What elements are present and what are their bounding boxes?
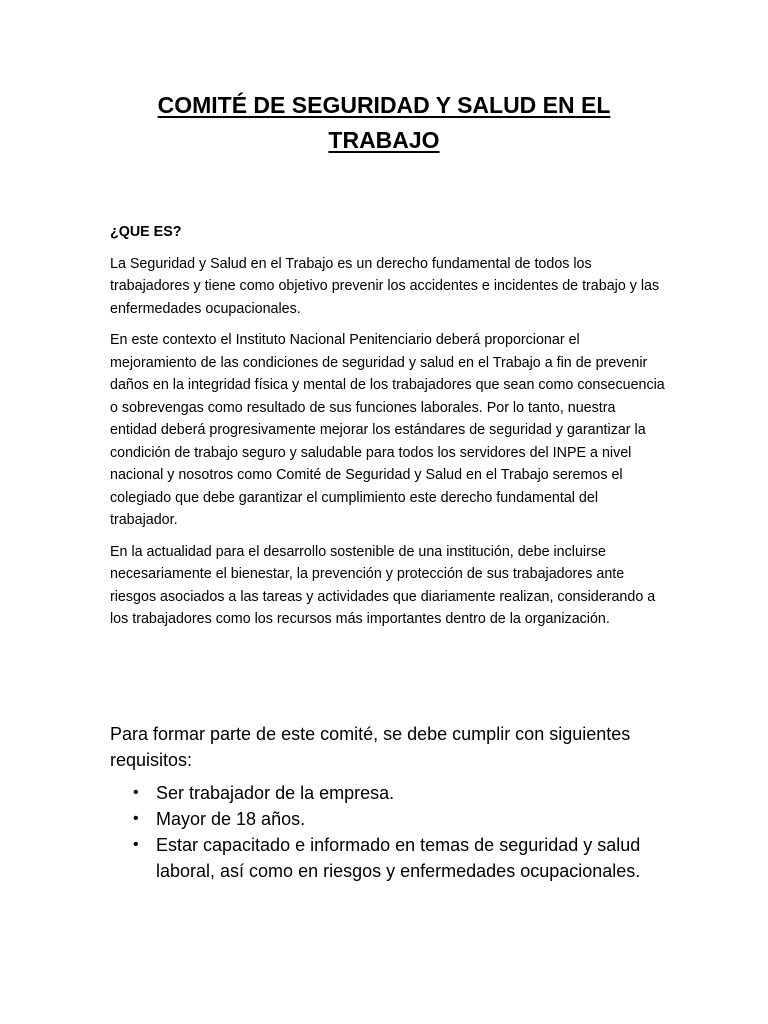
- list-item: [110, 806, 658, 832]
- requirement-text: Mayor de 18 años.: [156, 809, 306, 829]
- bullet-icon: •: [133, 810, 139, 827]
- section-heading-que-es: ¿QUE ES?: [110, 224, 182, 240]
- document-body: [110, 221, 666, 640]
- requirements-intro: Para formar parte de este comité, se debe cumplir con siguientes requisitos:: [110, 724, 631, 770]
- paragraph-definition: La Seguridad y Salud en el Trabajo es un derecho fundamental de todos los trabajadores y tiene como objetivo prevenir los accidentes e incidentes de trabajo y las enfermedades ocupacionales.: [110, 255, 660, 317]
- bullet-icon: •: [133, 784, 139, 801]
- requirement-text: Ser trabajador de la empresa.: [156, 783, 395, 803]
- bullet-icon: •: [133, 836, 139, 853]
- requirements-list: [110, 780, 658, 884]
- paragraph-context: En este contexto el Instituto Nacional Penitenciario deberá proporcionar el mejoramiento de las condiciones de seguridad y salud en el Trabajo a fin de prevenir daños en la integridad física y mental de los trabajadores que sean como consecuencia o sobrevengas como resultado de sus funciones laborales. Por lo tanto, nuestra entidad deberá progresivamente mejorar los estándares de seguridad y garantizar la condición de trabajo seguro y saludable para todos los servidores del INPE a nivel nacional y nosotros como Comité de Seguridad y Salud en el Trabajo seremos el colegiado que debe garantizar el cumplimiento este derecho fundamental del trabajador.: [110, 332, 665, 528]
- list-item: [110, 780, 658, 806]
- title-line-2: TRABAJO: [328, 127, 440, 153]
- title-line-1: COMITÉ DE SEGURIDAD Y SALUD EN EL: [157, 92, 611, 118]
- list-item: [110, 832, 658, 884]
- document-title: [110, 88, 658, 158]
- requirements-section: [110, 721, 658, 884]
- paragraph-current-situation: En la actualidad para el desarrollo sostenible de una institución, debe incluirse necesariamente el bienestar, la prevención y protección de sus trabajadores ante riesgos asociados a las tareas y actividades que diariamente realizan, considerando a los trabajadores como los recursos más importantes dentro de la organización.: [110, 543, 656, 627]
- requirement-text: Estar capacitado e informado en temas de seguridad y salud laboral, así como en riesgos y enfermedades ocupacionales.: [156, 835, 641, 881]
